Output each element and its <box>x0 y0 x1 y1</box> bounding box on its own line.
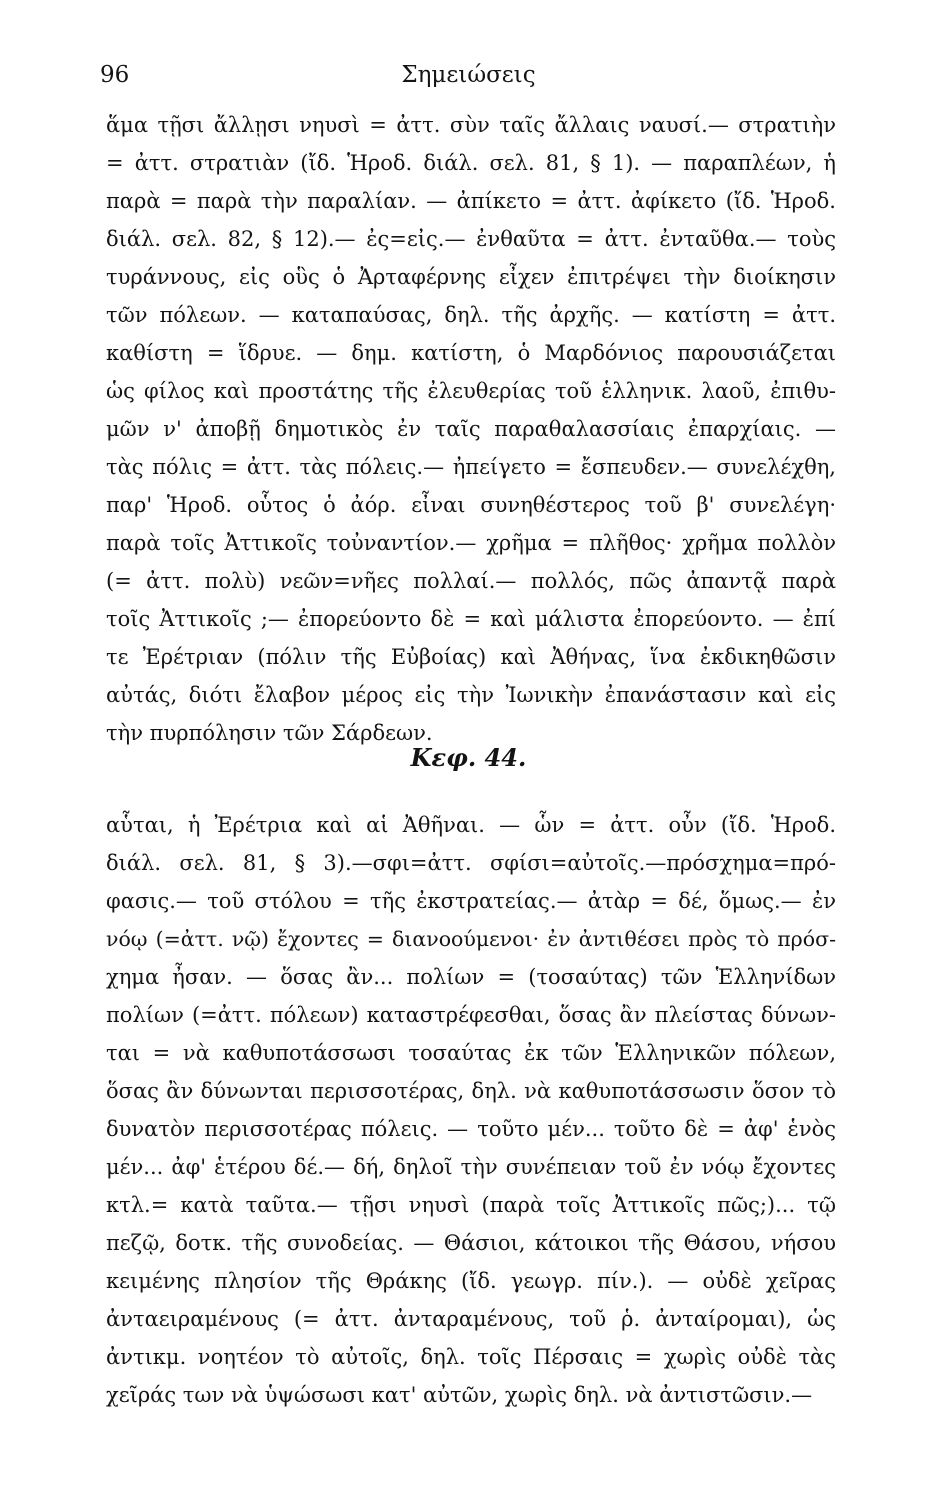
text-line: τυράννους, εἰς οὓς ὁ Ἀρταφέρνης εἶχεν ἐπιτρέψει τὴν διοίκησιν <box>106 265 836 289</box>
text-line: ται = νὰ καθυποτάσσωσι τοσαύτας ἐκ τῶν Ἑλληνικῶν πόλεων, <box>106 1041 836 1065</box>
text-line: νόῳ (=ἀττ. νῷ) ἔχοντες = διανοούμενοι· ἐν ἀντιθέσει πρὸς τὸ πρόσ- <box>106 927 836 951</box>
page-number: 96 <box>100 62 130 88</box>
text-line: διάλ. σελ. 81, § 3).—σφι=ἀττ. σφίσι=αὐτοῖς.—πρόσχημα=πρό- <box>106 851 836 875</box>
text-line: αὐτάς, διότι ἔλαβον μέρος εἰς τὴν Ἰωνικὴν ἐπανάστασιν καὶ εἰς <box>106 683 836 707</box>
text-line: παρὰ τοῖς Ἀττικοῖς τοὐναντίον.— χρῆμα = πλῆθος· χρῆμα πολλὸν <box>106 531 836 555</box>
notes-paragraph-1 <box>106 106 836 752</box>
text-line: ἀντικμ. νοητέον τὸ αὐτοῖς, δηλ. τοῖς Πέρσαις = χωρὶς οὐδὲ τὰς <box>106 1345 836 1369</box>
text-line: ἀνταειραμένους (= ἀττ. ἀνταραμένους, τοῦ ῥ. ἀνταίρομαι), ὡς <box>106 1307 836 1331</box>
text-line: ἅμα τῇσι ἄλλῃσι νηυσὶ = ἀττ. σὺν ταῖς ἄλλαις ναυσί.— στρατιὴν <box>106 113 836 137</box>
text-line: τοῖς Ἀττικοῖς ;— ἐπορεύοντο δὲ = καὶ μάλιστα ἐπορεύοντο. — ἐπί <box>106 607 836 631</box>
text-line: πεζῷ, δοτκ. τῆς συνοδείας. — Θάσιοι, κάτοικοι τῆς Θάσου, νήσου <box>106 1231 836 1255</box>
text-line: φασις.— τοῦ στόλου = τῆς ἐκστρατείας.— ἀτὰρ = δέ, ὅμως.— ἐν <box>106 889 836 913</box>
text-line: τὴν πυρπόλησιν τῶν Σάρδεων. <box>106 721 433 745</box>
text-line: παρ' Ἡροδ. οὗτος ὁ ἀόρ. εἶναι συνηθέστερος τοῦ β' συνελέγη· <box>106 493 836 517</box>
text-line: τε Ἐρέτριαν (πόλιν τῆς Εὐβοίας) καὶ Ἀθήνας, ἵνα ἐκδικηθῶσιν <box>106 645 836 669</box>
text-line: = ἀττ. στρατιὰν (ἴδ. Ἡροδ. διάλ. σελ. 81, § 1). — παραπλέων, ἡ <box>106 151 836 175</box>
text-line: πολίων (=ἀττ. πόλεων) καταστρέφεσθαι, ὅσας ἂν πλείστας δύνων- <box>106 1003 836 1027</box>
running-title: Σημειώσεις <box>401 62 536 88</box>
text-line: χημα ἦσαν. — ὅσας ἂν... πολίων = (τοσαύτας) τῶν Ἑλληνίδων <box>106 965 836 989</box>
text-line: τὰς πόλις = ἀττ. τὰς πόλεις.— ἠπείγετο = ἔσπευδεν.— συνελέχθη, <box>106 455 836 479</box>
notes-paragraph-2 <box>106 806 836 1414</box>
text-line: διάλ. σελ. 82, § 12).— ἐς=εἰς.— ἐνθαῦτα = ἀττ. ἐνταῦθα.— τοὺς <box>106 227 836 251</box>
text-line: μῶν ν' ἀποβῇ δημοτικὸς ἐν ταῖς παραθαλασσίαις ἐπαρχίαις. — <box>106 417 836 441</box>
text-line: ὡς φίλος καὶ προστάτης τῆς ἐλευθερίας τοῦ ἑλληνικ. λαοῦ, ἐπιθυ- <box>106 379 836 403</box>
text-line: παρὰ = παρὰ τὴν παραλίαν. — ἀπίκετο = ἀττ. ἀφίκετο (ἴδ. Ἡροδ. <box>106 189 836 213</box>
text-line: ὅσας ἂν δύνωνται περισσοτέρας, δηλ. νὰ καθυποτάσσωσιν ὅσον τὸ <box>106 1079 836 1103</box>
text-line: τῶν πόλεων. — καταπαύσας, δηλ. τῆς ἀρχῆς. — κατίστη = ἀττ. <box>106 303 836 327</box>
text-line: κτλ.= κατὰ ταῦτα.— τῇσι νηυσὶ (παρὰ τοῖς Ἀττικοῖς πῶς;)... τῷ <box>106 1193 836 1217</box>
text-line: χεῖράς των νὰ ὑψώσωσι κατ' αὐτῶν, χωρὶς δηλ. νὰ ἀντιστῶσιν.— <box>106 1383 813 1407</box>
text-line: κειμένης πλησίον τῆς Θράκης (ἴδ. γεωγρ. πίν.). — οὐδὲ χεῖρας <box>106 1269 836 1293</box>
text-line: καθίστη = ἵδρυε. — δημ. κατίστη, ὁ Μαρδόνιος παρουσιάζεται <box>106 341 836 365</box>
text-line: μέν... ἀφ' ἑτέρου δέ.— δή, δηλοῖ τὴν συνέπειαν τοῦ ἐν νόῳ ἔχοντες <box>106 1155 836 1179</box>
chapter-heading: Κεφ. 44. <box>410 743 527 772</box>
text-line: (= ἀττ. πολὺ) νεῶν=νῆες πολλαί.— πολλός, πῶς ἀπαντᾷ παρὰ <box>106 569 836 593</box>
text-line: αὗται, ἡ Ἐρέτρια καὶ αἱ Ἀθῆναι. — ὧν = ἀττ. οὖν (ἴδ. Ἡροδ. <box>106 813 836 837</box>
text-line: δυνατὸν περισσοτέρας πόλεις. — τοῦτο μέν... τοῦτο δὲ = ἀφ' ἑνὸς <box>106 1117 836 1141</box>
